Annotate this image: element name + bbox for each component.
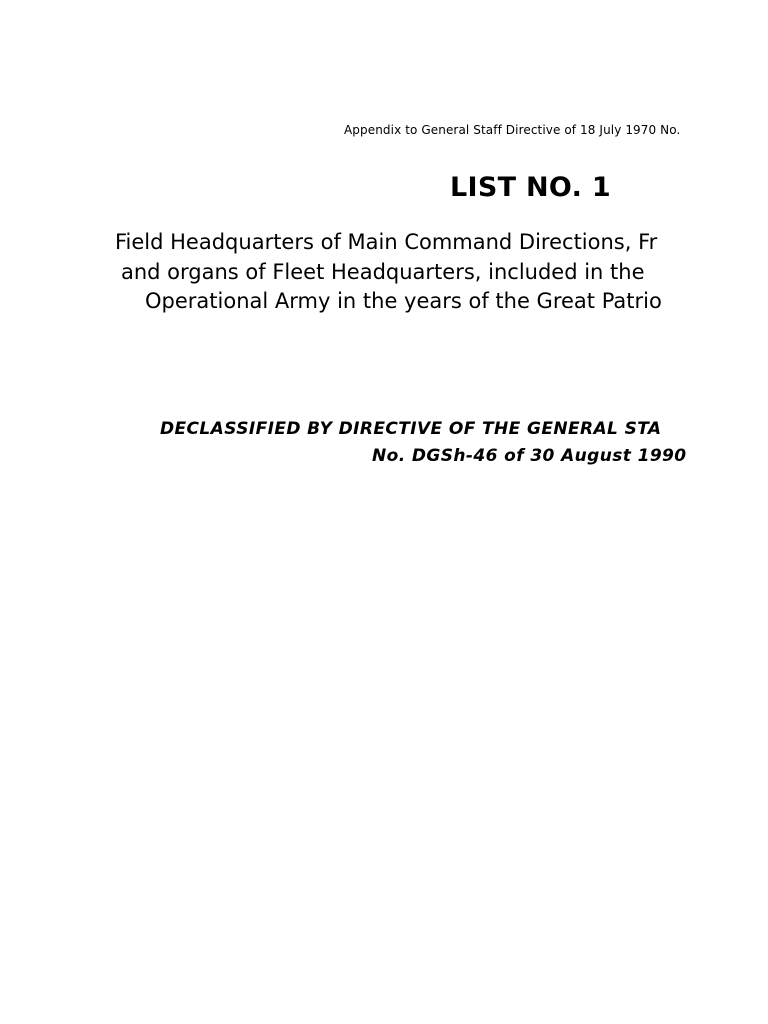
- subtitle-line-3: Operational Army in the years of the Great Patrio: [145, 289, 662, 313]
- appendix-reference: Appendix to General Staff Directive of 18 July 1970 No.: [344, 123, 681, 137]
- declassified-line-2: No. DGSh-46 of 30 August 1990: [372, 446, 687, 466]
- subtitle-line-1: Field Headquarters of Main Command Directions, Fr: [115, 230, 658, 254]
- list-title: LIST NO. 1: [450, 172, 611, 203]
- declassified-line-1: DECLASSIFIED BY DIRECTIVE OF THE GENERAL STA: [160, 419, 662, 439]
- subtitle-line-2: and organs of Fleet Headquarters, included in the: [121, 260, 645, 284]
